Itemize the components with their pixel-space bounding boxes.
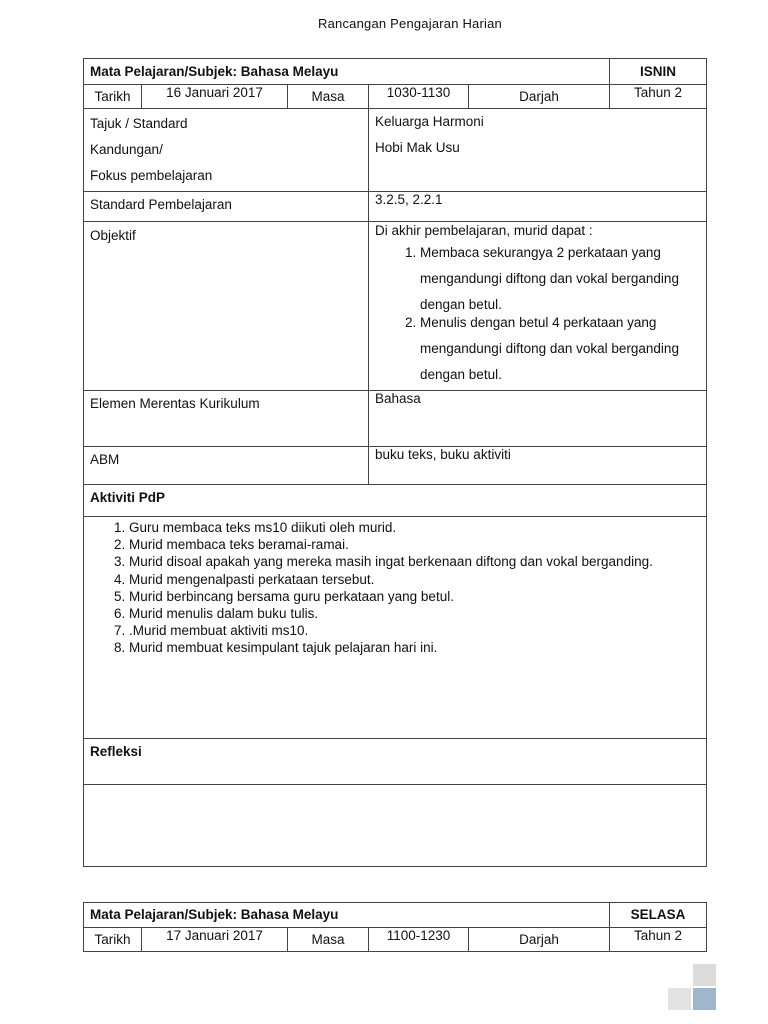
tarikh-label: Tarikh	[84, 928, 142, 952]
objektif-label: Objektif	[84, 222, 369, 391]
elemen-label: Elemen Merentas Kurikulum	[84, 391, 369, 447]
elemen-value: Bahasa	[369, 391, 707, 447]
aktiviti-item: 3. Murid disoal apakah yang mereka masih ingat berkenaan diftong dan vokal berganding.	[129, 549, 706, 575]
lesson-plan-table-selasa	[83, 902, 707, 952]
tajuk-value-line: Hobi Mak Usu	[375, 140, 460, 155]
tajuk-label-cell	[84, 109, 369, 192]
lesson-plan-table-isnin	[83, 58, 707, 867]
time-value: 1100-1230	[369, 928, 469, 952]
tajuk-label-line: Kandungan/	[90, 142, 163, 157]
day-cell: ISNIN	[610, 59, 707, 85]
aktiviti-item: 5. Murid berbincang bersama guru perkataan yang betul.	[129, 588, 706, 605]
tajuk-label-line: Tajuk / Standard	[90, 116, 188, 131]
subject-cell: Mata Pelajaran/Subjek: Bahasa Melayu	[84, 59, 610, 85]
aktiviti-item: 1. Guru membaca teks ms10 diikuti oleh murid.	[129, 519, 706, 536]
tajuk-value-cell	[369, 109, 707, 192]
objektif-item: 1. Membaca sekurangya 2 perkataan yang mengandungi diftong dan vokal berganding dengan betul.	[420, 240, 700, 318]
objektif-item: 2. Menulis dengan betul 4 perkataan yang mengandungi diftong dan vokal berganding dengan betul.	[420, 310, 700, 388]
masa-label: Masa	[288, 85, 369, 109]
class-value: Tahun 2	[610, 928, 707, 952]
abm-value: buku teks, buku aktiviti	[369, 447, 707, 485]
tajuk-value-line: Keluarga Harmoni	[375, 114, 484, 129]
objektif-intro: Di akhir pembelajaran, murid dapat :	[375, 223, 593, 238]
darjah-label: Darjah	[469, 85, 610, 109]
objektif-list	[375, 240, 700, 388]
aktiviti-item: 6. Murid menulis dalam buku tulis.	[129, 605, 706, 622]
aktiviti-item: 4. Murid mengenalpasti perkataan tersebut.	[129, 571, 706, 588]
tajuk-label-line: Fokus pembelajaran	[90, 168, 213, 183]
aktiviti-heading: Aktiviti PdP	[84, 485, 707, 517]
refleksi-body	[84, 785, 707, 867]
standard-value: 3.2.5, 2.2.1	[369, 192, 707, 222]
class-value: Tahun 2	[610, 85, 707, 109]
subject-cell: Mata Pelajaran/Subjek: Bahasa Melayu	[84, 903, 610, 928]
objektif-cell	[369, 222, 707, 391]
aktiviti-list	[84, 519, 706, 656]
tarikh-label: Tarikh	[84, 85, 142, 109]
masa-label: Masa	[288, 928, 369, 952]
darjah-label: Darjah	[469, 928, 610, 952]
corner-logo	[668, 964, 718, 1014]
abm-label: ABM	[84, 447, 369, 485]
aktiviti-item: 8. Murid membuat kesimpulant tajuk pelajaran hari ini.	[129, 639, 706, 656]
standard-label: Standard Pembelajaran	[84, 192, 369, 222]
date-value: 17 Januari 2017	[142, 928, 288, 952]
day-cell: SELASA	[610, 903, 707, 928]
document-title: Rancangan Pengajaran Harian	[318, 16, 502, 31]
time-value: 1030-1130	[369, 85, 469, 109]
aktiviti-cell	[84, 517, 707, 739]
refleksi-heading: Refleksi	[84, 739, 707, 785]
aktiviti-item: 7. .Murid membuat aktiviti ms10.	[129, 622, 706, 639]
aktiviti-item: 2. Murid membaca teks beramai-ramai.	[129, 536, 706, 553]
date-value: 16 Januari 2017	[142, 85, 288, 109]
